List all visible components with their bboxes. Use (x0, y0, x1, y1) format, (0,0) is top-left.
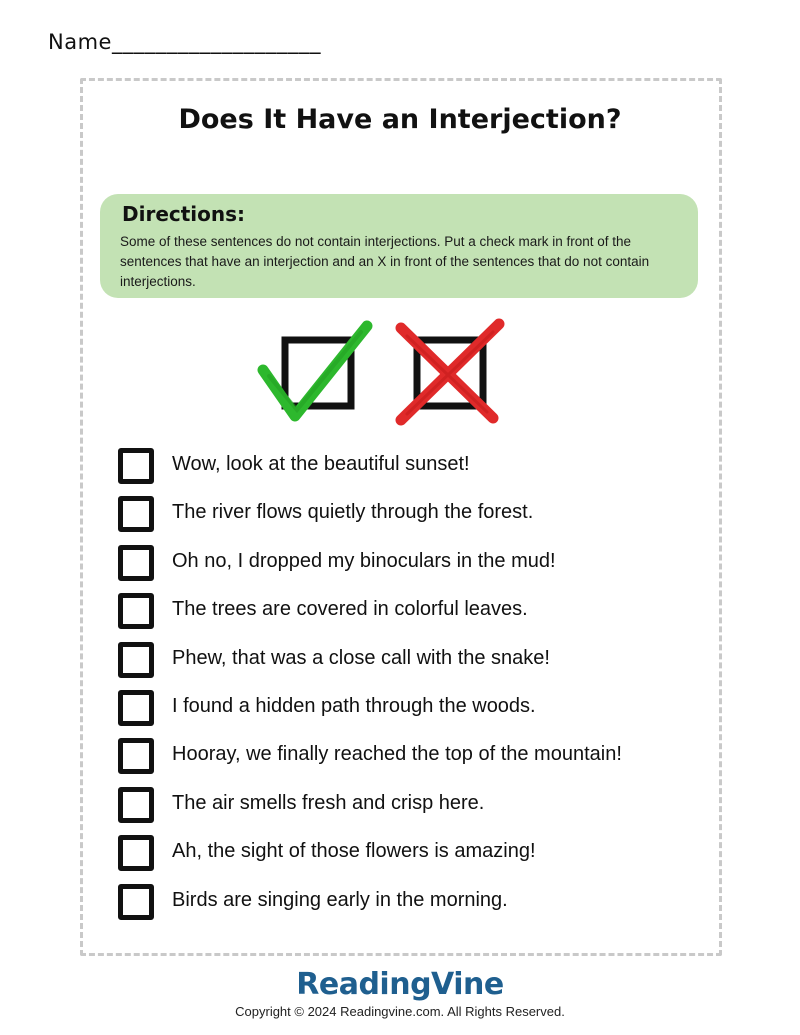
answer-checkbox[interactable] (118, 593, 154, 629)
sentence-text: Hooray, we finally reached the top of the mountain! (172, 743, 622, 766)
sentence-text: Phew, that was a close call with the snake! (172, 646, 550, 669)
crossed-box-icon (401, 324, 499, 420)
answer-checkbox[interactable] (118, 448, 154, 484)
checked-box-icon (263, 326, 367, 416)
sentence-text: The air smells fresh and crisp here. (172, 791, 485, 814)
answer-checkbox[interactable] (118, 496, 154, 532)
answer-checkbox[interactable] (118, 690, 154, 726)
directions-heading: Directions: (122, 202, 246, 226)
sentence-text: The trees are covered in colorful leaves. (172, 598, 528, 621)
sentence-text: I found a hidden path through the woods. (172, 694, 536, 717)
sentence-text: Ah, the sight of those flowers is amazing! (172, 840, 536, 863)
sentence-text: Oh no, I dropped my binoculars in the mud! (172, 549, 556, 572)
answer-checkbox[interactable] (118, 738, 154, 774)
directions-text: Some of these sentences do not contain interjections. Put a check mark in front of the sentences that have an interjection and an X in front of the sentences that do not contain interjections. (120, 234, 650, 289)
answer-checkbox[interactable] (118, 835, 154, 871)
sentence-text: Birds are singing early in the morning. (172, 888, 508, 911)
worksheet-title: Does It Have an Interjection? (178, 104, 622, 135)
answer-checkbox[interactable] (118, 787, 154, 823)
answer-checkbox[interactable] (118, 642, 154, 678)
sentence-text: Wow, look at the beautiful sunset! (172, 453, 470, 475)
sentence-text: The river flows quietly through the forest. (172, 501, 534, 524)
copyright-text: Copyright © 2024 Readingvine.com. All Rights Reserved. (235, 1004, 565, 1019)
example-marks-graphic (255, 318, 515, 428)
directions-panel (100, 194, 698, 298)
reading-vine-logo: ReadingVine (296, 967, 504, 1002)
example-marks (255, 318, 515, 428)
name-field-label: Name___________________ (48, 30, 321, 54)
answer-checkbox[interactable] (118, 545, 154, 581)
answer-checkbox[interactable] (118, 884, 154, 920)
